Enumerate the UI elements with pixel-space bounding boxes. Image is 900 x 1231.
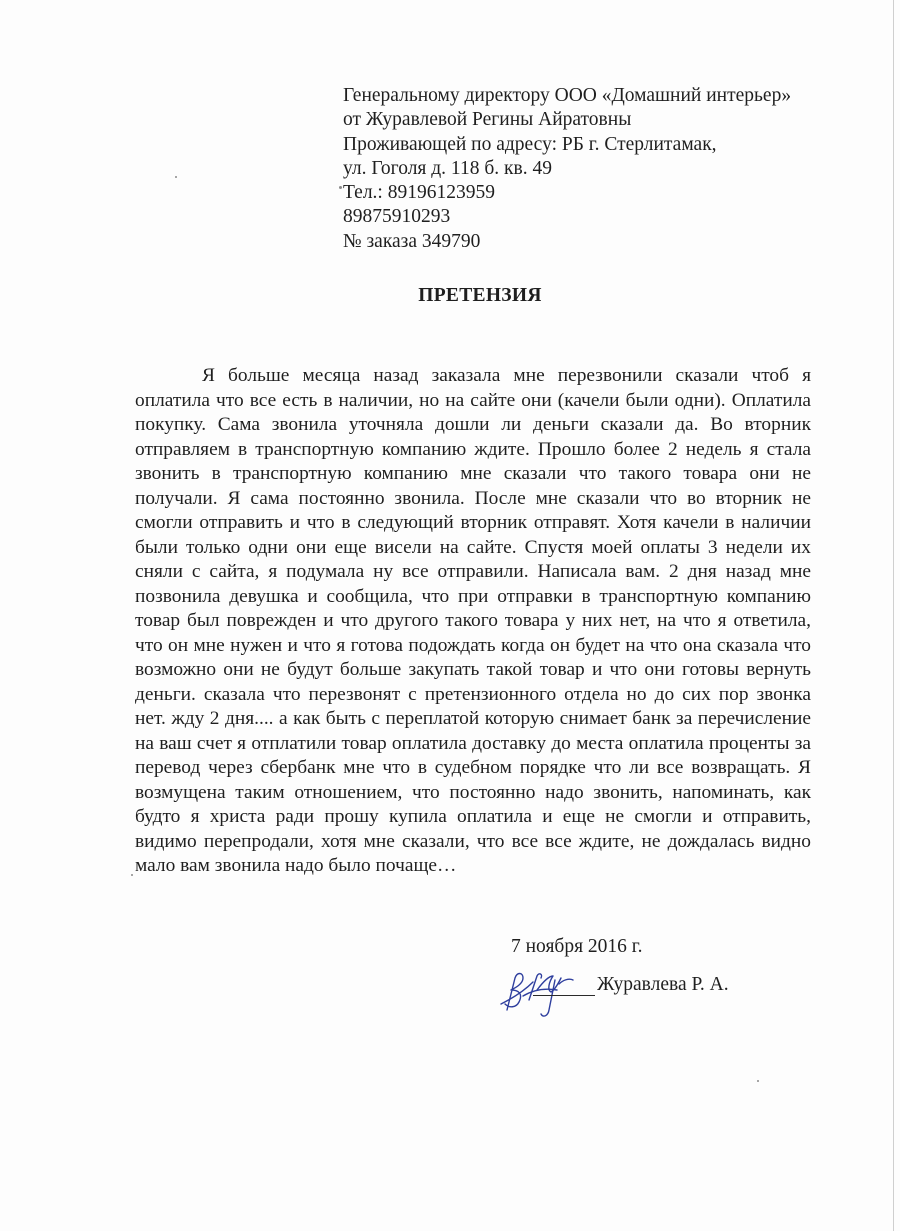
- scan-speck: [339, 186, 342, 189]
- document-date: 7 ноября 2016 г.: [511, 936, 643, 957]
- scan-speck: [175, 176, 177, 178]
- addressee-block: [343, 84, 863, 254]
- addressee-line: Генеральному директору ООО «Домашний интерьер»: [343, 85, 792, 106]
- scan-speck: [757, 1080, 759, 1082]
- scan-speck: [131, 874, 133, 876]
- scan-edge-line: [893, 0, 894, 1231]
- addressee-line: ул. Гоголя д. 118 б. кв. 49: [343, 157, 552, 179]
- signature-underline: [533, 995, 595, 996]
- addressee-line: от Журавлевой Регины Айратовны: [343, 109, 632, 131]
- addressee-line: 89875910293: [343, 206, 451, 228]
- signatory-name: Журавлева Р. А.: [597, 974, 729, 995]
- addressee-line: № заказа 349790: [343, 230, 481, 252]
- signature-block: [493, 960, 793, 1020]
- addressee-line: Проживающей по адресу: РБ г. Стерлитамак,: [343, 133, 717, 155]
- claim-body-text: Я больше месяца назад заказала мне перезвонили сказали чтоб я оплатила что все есть в наличии, но на сайте они (качели были одни). Оплатила покупку. Сама звонила уточняла дошли ли деньги сказали да. Во вторник отправляем в транспортную компанию ждите. Прошло более 2 недель я стала звонить в транспортную компанию мне сказали что такого товара они не получали. Я сама постоянно звонила. После мне сказали что во вторник не смогли отправить и что в следующий вторник отправят. Хотя качели в наличии были только одни они еще висели на сайте. Спустя моей оплаты 3 недели их сняли с сайта, я подумала ну все отправили. Написала вам. 2 дня назад мне позвонила девушка и сообщила, что при отправки в транспортную компанию товар был поврежден и что другого такого товара у них нет, на что я ответила, что он мне нужен и что я готова подождать когда он будет на что она сказала что возможно они не будут больше закупать такой товар и что они готовы вернуть деньги. сказала что перезвонят с претензионного отдела но до сих пор звонка нет. жду 2 дня.... а как быть с переплатой которую снимает банк за перечисление на ваш счет я отплатили товар оплатила доставку до места оплатила проценты за перевод через сбербанк мне что в судебном порядке что ли все возвращать. Я возмущена таким отношением, что постоянно надо звонить, напоминать, как будто я христа ради прошу купила оплатила и еще не смогли и отправить, видимо перепродали, хотя мне сказали, что все все ждите, не дождалась видно мало вам звонила надо было почаще…: [135, 365, 811, 876]
- document-title: ПРЕТЕНЗИЯ: [418, 285, 542, 306]
- addressee-line: Тел.: 89196123959: [343, 182, 495, 204]
- handwritten-signature-icon: [493, 960, 593, 1020]
